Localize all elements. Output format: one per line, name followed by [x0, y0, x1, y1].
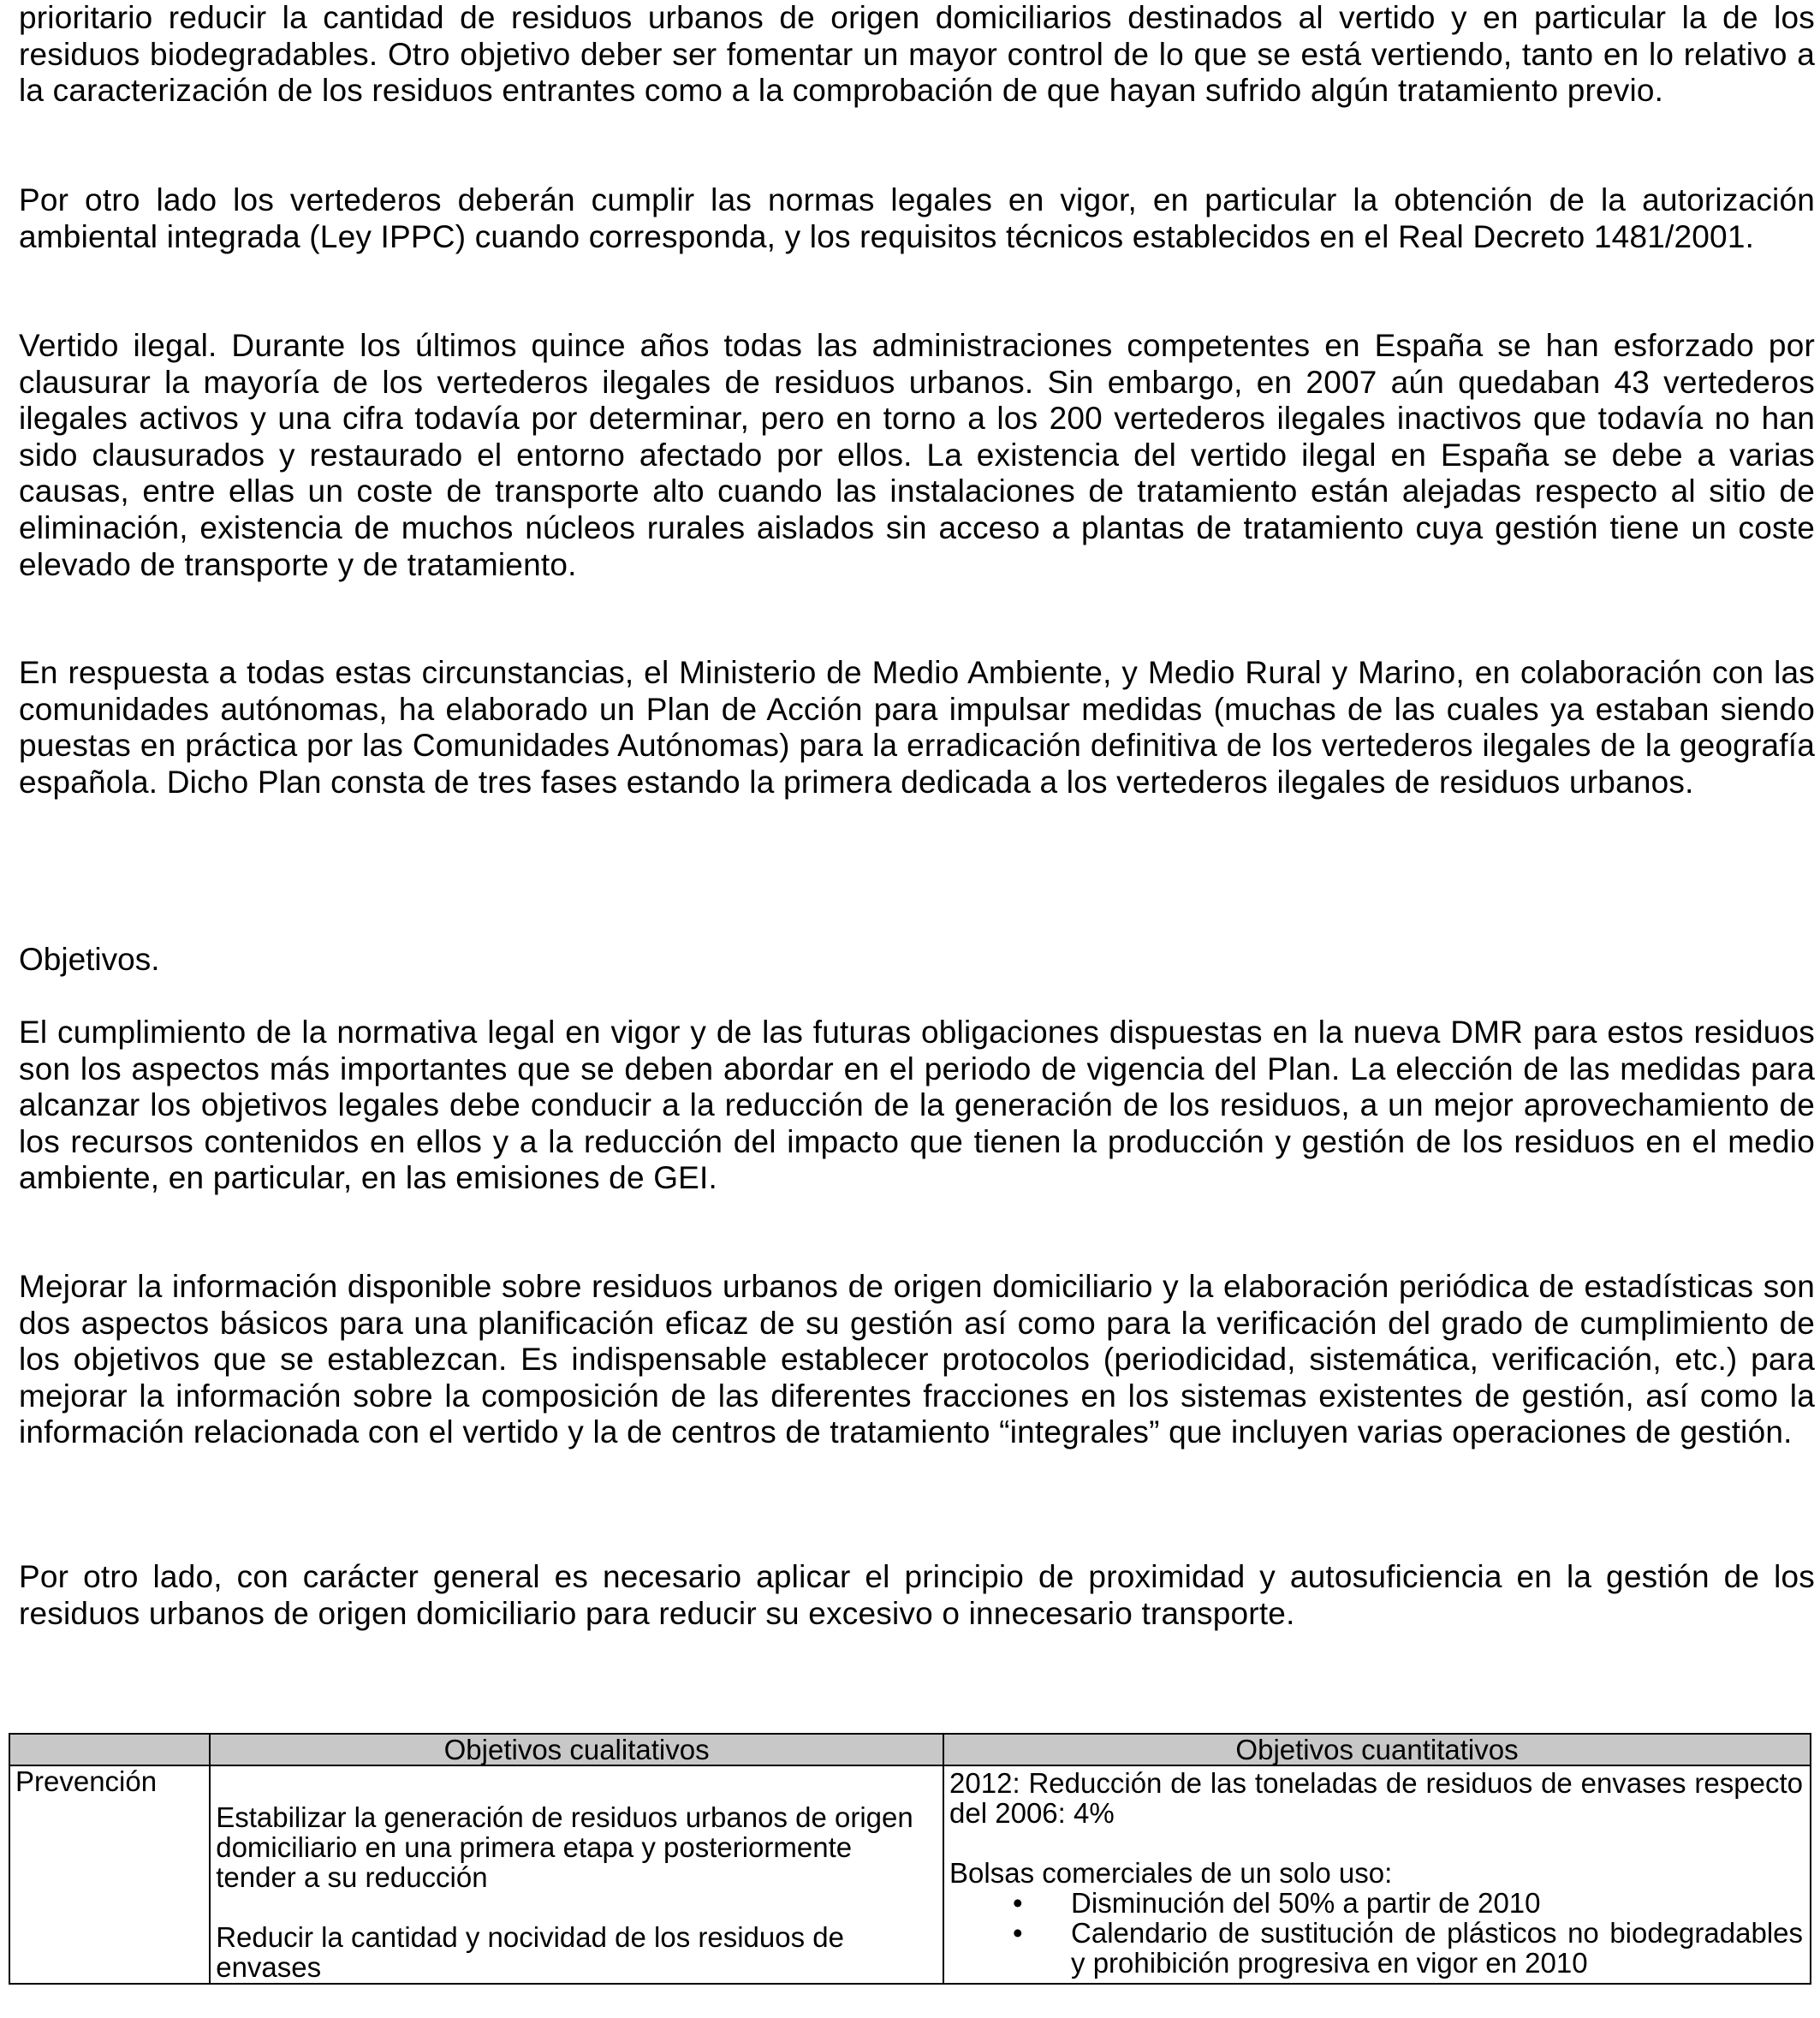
paragraph-cumplimiento-normativa: El cumplimiento de la normativa legal en vigor y de las futuras obligaciones dispuestas en la nueva DMR para estos residuos son los aspectos más importantes que se deben abordar en el periodo de vigencia del Plan. La elección de las medidas para alcanzar los objetivos legales debe conducir a la reducción de la generación de los residuos, a un mejor aprovechamiento de los recursos contenidos en ellos y a la reducción del impacto que tienen la producción y gestión de los residuos en el medio ambiente, en particular, en las emisiones de GEI. [19, 1015, 1815, 1196]
row-label-prevencion: Prevención [9, 1765, 210, 1984]
qualitative-item: Reducir la cantidad y nocividad de los residuos de envases [216, 1921, 844, 1983]
paragraph-vertido-ilegal: Vertido ilegal. Durante los últimos quince años todas las administraciones competentes en España se han esforzado por clausurar la mayoría de los vertederos ilegales de residuos urbanos. Sin embargo, en 2007 aún quedaban 43 vertederos ilegales activos y una cifra todavía por determinar, pero en torno a los 200 vertederos ilegales inactivos que todavía no han sido clausurados y restaurado el entorno afectado por ellos. La existencia del vertido ilegal en España se debe a varias causas, entre ellas un coste de transporte alto cuando las instalaciones de tratamiento están alejadas respecto al sitio de eliminación, existencia de muchos núcleos rurales aislados sin acceso a plantas de tratamiento cuya gestión tiene un coste elevado de transporte y de tratamiento. [19, 328, 1815, 582]
table-header-empty [9, 1734, 210, 1765]
bullet-list [949, 1888, 1803, 1978]
paragraph-proximidad: Por otro lado, con carácter general es necesario aplicar el principio de proximidad y autosuficiencia en la gestión de los residuos urbanos de origen domiciliario para reducir su excesivo o innecesario transporte. [19, 1559, 1815, 1631]
list-item: • Calendario de sustitución de plásticos no biodegradables y prohibición progresiva en vigor en 2010 [1013, 1917, 1803, 1979]
table-header-quantitative: Objetivos cuantitativos [943, 1734, 1811, 1765]
table-row [9, 1765, 1811, 1984]
quantitative-cell [943, 1765, 1811, 1984]
quantitative-envases: 2012: Reducción de las toneladas de residuos de envases respecto del 2006: 4% [949, 1767, 1803, 1829]
section-heading-objetivos: Objetivos. [19, 942, 160, 977]
qualitative-item: Estabilizar la generación de residuos urbanos de origen domiciliario en una primera etapa y posteriormente tender a su reducción [216, 1801, 913, 1893]
paragraph-vertido-control: prioritario reducir la cantidad de residuos urbanos de origen domiciliarios destinados al vertido y en particular la de los residuos biodegradables. Otro objetivo deber ser fomentar un mayor control de lo que se está vertiendo, tanto en lo relativo a la caracterización de los residuos entrantes como a la comprobación de que hayan sufrido algún tratamiento previo. [19, 0, 1815, 109]
table-header-row [9, 1734, 1811, 1765]
bullet-icon: • [1013, 1887, 1023, 1919]
list-item: • Disminución del 50% a partir de 2010 [1013, 1887, 1541, 1919]
table-header-qualitative: Objetivos cualitativos [210, 1734, 943, 1765]
paragraph-plan-accion: En respuesta a todas estas circunstancias, el Ministerio de Medio Ambiente, y Medio Rural y Marino, en colaboración con las comunidades autónomas, ha elaborado un Plan de Acción para impulsar medidas (muchas de las cuales ya estaban siendo puestas en práctica por las Comunidades Autónomas) para la erradicación definitiva de los vertederos ilegales de la geografía española. Dicho Plan consta de tres fases estando la primera dedicada a los vertederos ilegales de residuos urbanos. [19, 655, 1815, 800]
paragraph-mejorar-informacion: Mejorar la información disponible sobre residuos urbanos de origen domiciliario y la elaboración periódica de estadísticas son dos aspectos básicos para una planificación eficaz de su gestión así como para la verificación del grado de cumplimiento de los objetivos que se establezcan. Es indispensable establecer protocolos (periodicidad, sistemática, verificación, etc.) para mejorar la información sobre la composición de las diferentes fracciones en los sistemas existentes de gestión, así como la información relacionada con el vertido y la de centros de tratamiento “integrales” que incluyen varias operaciones de gestión. [19, 1269, 1815, 1450]
bullet-icon: • [1013, 1917, 1023, 1949]
qualitative-cell [210, 1765, 943, 1984]
objectives-table [9, 1733, 1811, 1985]
paragraph-normas-legales: Por otro lado los vertederos deberán cumplir las normas legales en vigor, en particular la obtención de la autorización ambiental integrada (Ley IPPC) cuando corresponda, y los requisitos técnicos establecidos en el Real Decreto 1481/2001. [19, 182, 1815, 254]
quantitative-bolsas: Bolsas comerciales de un solo uso: [949, 1857, 1393, 1889]
